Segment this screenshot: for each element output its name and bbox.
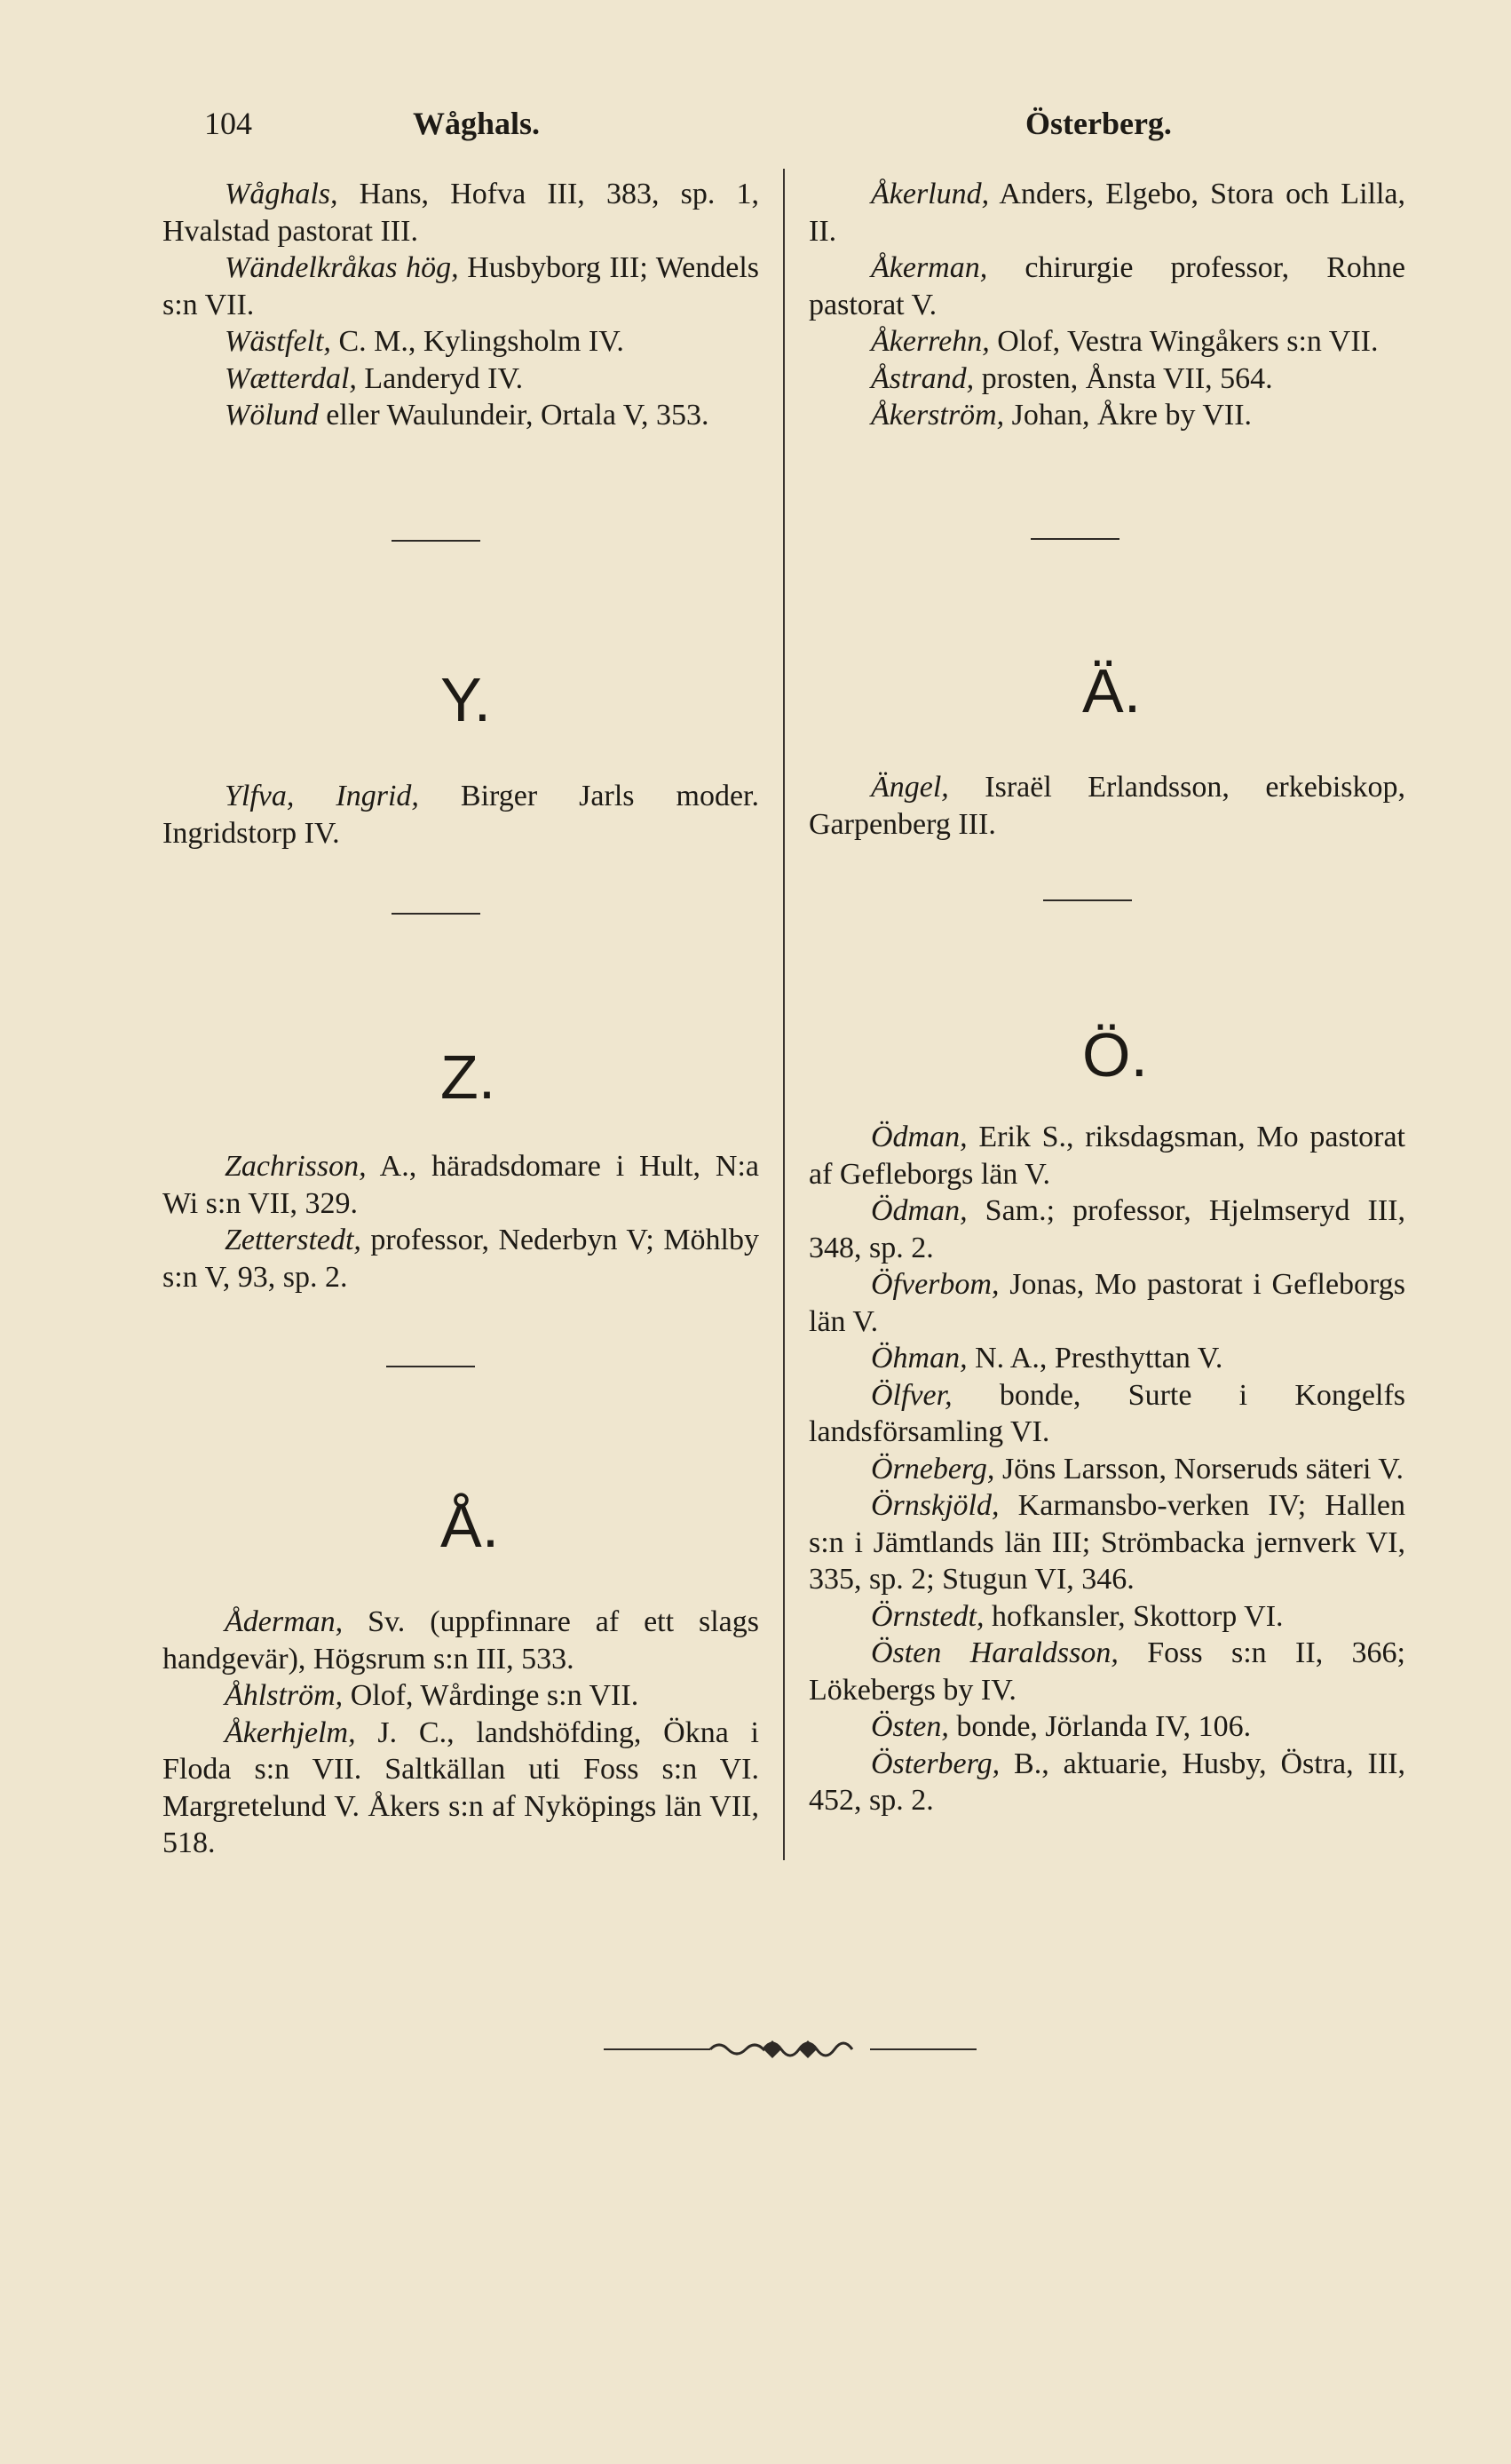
index-entry: Öfverbom, Jonas, Mo pastorat i Gefleborgs län V. [809, 1268, 1405, 1338]
index-entry: Öhman, N. A., Presthyttan V. [871, 1342, 1223, 1375]
a-umlaut-section [809, 769, 1405, 843]
page-number: 104 [204, 106, 252, 141]
index-entry: Åhlström, Olof, Wårdinge s:n VII. [225, 1679, 639, 1712]
a-ring-section [162, 1604, 759, 1862]
index-entry: Wåghals, Hans, Hofva III, 383, sp. 1, Hvalstad pastorat III. [162, 178, 760, 248]
index-entry: Östen Haraldsson, Foss s:n II, 366; Lökebergs by IV. [809, 1636, 1406, 1707]
index-entry: Ylfva, Ingrid, Birger Jarls moder. Ingridstorp IV. [162, 780, 759, 850]
index-entry: Östen, bonde, Jörlanda IV, 106. [871, 1710, 1252, 1743]
section-letter-z: Z. [440, 1042, 496, 1112]
index-entry: Ödman, Sam.; professor, Hjelmseryd III, 348, sp. 2. [809, 1194, 1405, 1264]
index-entry: Örneberg, Jöns Larsson, Norseruds säteri V. [871, 1452, 1404, 1486]
index-entry: Wölund eller Waulundeir, Ortala V, 353. [225, 399, 709, 432]
index-entry: Örnskjöld, Karmansbo-verken IV; Hallen s:n i Jämtlands län III; Strömbacka jernverk VI, 335, sp. 2; Stugun VI, 346. [809, 1489, 1405, 1596]
closing-ornament [604, 2033, 977, 2065]
section-letter-a-ring: Å. [440, 1491, 500, 1560]
o-umlaut-section [809, 1119, 1405, 1819]
section-rule [392, 913, 480, 915]
index-entry: Ödman, Erik S., riksdagsman, Mo pastorat af Gefleborgs län V. [809, 1121, 1405, 1191]
index-entry: Wändelkråkas hög, Husbyborg III; Wendels s:n VII. [162, 251, 759, 321]
index-entry: Ängel, Israël Erlandsson, erkebiskop, Garpenberg III. [809, 771, 1405, 841]
running-head-right: Österberg. [1025, 106, 1172, 141]
section-rule [392, 540, 480, 542]
index-entry: Åstrand, prosten, Ånsta VII, 564. [871, 361, 1273, 395]
index-entry: Ölfver, bonde, Surte i Kongelfs landsförsamling VI. [809, 1378, 1406, 1448]
a-ring-continued-section [809, 176, 1405, 434]
running-head-left: Wåghals. [413, 106, 541, 141]
index-entry: Åkerman, chirurgie professor, Rohne pastorat V. [809, 251, 1405, 321]
index-entry: Örnstedt, hofkansler, Skottorp VI. [871, 1599, 1284, 1633]
z-section [162, 1148, 759, 1295]
index-entry: Åkerlund, Anders, Elgebo, Stora och Lilla, II. [809, 178, 1406, 248]
index-entry: Zetterstedt, professor, Nederbyn V; Möhlby s:n V, 93, sp. 2. [162, 1224, 759, 1294]
index-entry: Österberg, B., aktuarie, Husby, Östra, III, 452, sp. 2. [809, 1747, 1405, 1817]
index-entry: Åderman, Sv. (uppfinnare af ett slags handgevär), Högsrum s:n III, 533. [162, 1605, 759, 1676]
section-letter-o-umlaut: Ö. [1082, 1020, 1148, 1089]
index-entry: Zachrisson, A., häradsdomare i Hult, N:a Wi s:n VII, 329. [162, 1150, 759, 1220]
section-rule [1031, 538, 1119, 540]
w-section [162, 176, 759, 434]
section-rule [386, 1366, 475, 1367]
index-entry: Åkerrehn, Olof, Vestra Wingåkers s:n VII. [871, 325, 1379, 358]
index-entry: Åkerström, Johan, Åkre by VII. [871, 399, 1253, 432]
section-rule [1043, 899, 1132, 901]
y-section [162, 778, 759, 852]
index-entry: Wästfelt, C. M., Kylingsholm IV. [225, 325, 624, 358]
section-letter-y: Y. [440, 665, 492, 734]
column-divider [783, 169, 785, 1860]
section-letter-a-umlaut: Ä. [1082, 656, 1142, 725]
index-entry: Åkerhjelm, J. C., landshöfding, Ökna i Floda s:n VII. Saltkällan uti Foss s:n VI. Margretelund V. Åkers s:n af Nyköpings län VII, 518. [162, 1715, 760, 1859]
index-entry: Wætterdal, Landeryd IV. [225, 361, 524, 395]
